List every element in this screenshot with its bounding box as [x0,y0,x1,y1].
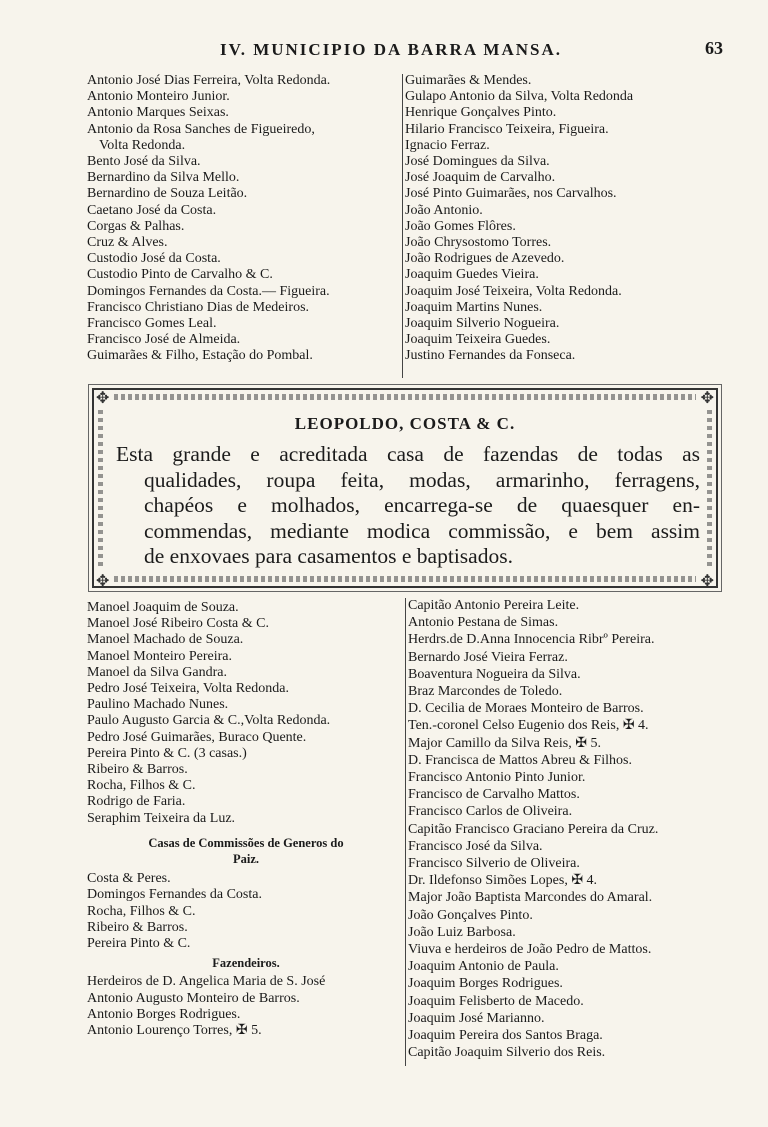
list-item: Joaquim Felisberto de Macedo. [408,993,584,1009]
list-item: Joaquim Antonio de Paula. [408,959,559,975]
list-item: Francisco Christiano Dias de Medeiros. [87,299,310,315]
lower-right-column [408,597,733,1061]
section-heading: Paiz. [232,852,260,867]
list-item: Justino Fernandes da Fonseca. [405,348,576,364]
list-item: Custodio José da Costa. [87,251,221,267]
list-item: Antonio Pestana de Simas. [408,615,559,631]
list-item: Capitão Joaquim Silverio dos Reis. [408,1045,606,1061]
list-item: Joaquim Martins Nunes. [405,299,543,315]
list-item: José Joaquim de Carvalho. [405,170,556,186]
list-item: Manoel José Ribeiro Costa & C. [87,616,269,632]
list-item: Joaquim José Teixeira, Volta Redonda. [405,283,622,299]
list-item: Antonio Augusto Monteiro de Barros. [87,990,300,1006]
list-item: Ten.-coronel Celso Eugenio dos Reis, ✠ 4. [408,718,649,734]
column-divider [402,74,403,378]
list-item: Pereira Pinto & C. [87,936,191,952]
list-item: Antonio Lourenço Torres, ✠ 5. [87,1023,262,1039]
list-item: Guimarães & Mendes. [405,73,532,88]
advertisement-line: Esta grande e acreditada casa de fazendas de todas as [116,442,700,466]
list-item: Major João Baptista Marcondes do Amaral. [408,890,653,906]
list-item: Domingos Fernandes da Costa. [87,887,262,903]
advertisement-line: chapéos e molhados, encarrega-se de quaesquer en- [144,493,700,517]
list-item: Henrique Gonçalves Pinto. [405,105,557,121]
column-divider [405,598,406,1066]
list-item: Custodio Pinto de Carvalho & C. [87,267,273,283]
advertisement-firm-name: LEOPOLDO, COSTA & C. [294,414,516,433]
corner-ornament-icon: ✥ [700,571,714,590]
list-item: Viuva e herdeiros de João Pedro de Mattos. [408,942,652,958]
list-item: Capitão Francisco Graciano Pereira da Cruz. [408,821,659,837]
list-item: Manoel Machado de Souza. [87,632,244,648]
list-item: Guimarães & Filho, Estação do Pombal. [87,348,313,364]
list-item: Joaquim Borges Rodrigues. [408,976,563,992]
list-item: Dr. Ildefonso Simões Lopes, ✠ 4. [408,873,598,889]
list-item: Herdrs.de D.Anna Innocencia Ribrº Pereira. [408,632,655,648]
section-heading: Fazendeiros. [212,956,280,971]
list-item: Hilario Francisco Teixeira, Figueira. [405,121,609,137]
list-item: João Chrysostomo Torres. [405,235,552,251]
list-item: Manoel da Silva Gandra. [87,664,227,680]
list-item: Antonio Marques Seixas. [87,105,229,121]
lower-left-column [87,600,405,1039]
advertisement-line: de enxovaes para casamentos e baptisados. [144,544,513,568]
list-item: Seraphim Teixeira da Luz. [87,810,236,826]
list-item: Gulapo Antonio da Silva, Volta Redonda [405,89,634,105]
section-heading: Casas de Commissões de Generos do [148,835,344,850]
list-item: Francisco Carlos de Oliveira. [408,804,573,820]
list-item: Pereira Pinto & C. (3 casas.) [87,745,247,761]
list-item: Manoel Joaquim de Souza. [87,600,239,615]
upper-left-column [87,73,399,365]
list-item: Francisco José de Almeida. [87,332,241,348]
list-item: Joaquim Pereira dos Santos Braga. [408,1028,603,1044]
list-item: Ribeiro & Barros. [87,762,188,778]
list-item: Rodrigo de Faria. [87,794,186,810]
list-item: João Rodrigues de Azevedo. [405,251,565,267]
list-item: João Antonio. [405,202,483,218]
list-item: Antonio José Dias Ferreira, Volta Redonda. [87,73,331,88]
list-item: José Pinto Guimarães, nos Carvalhos. [405,186,617,202]
list-item: Joaquim Guedes Vieira. [405,267,539,283]
list-item: Paulino Machado Nunes. [87,697,229,713]
list-item: Francisco de Carvalho Mattos. [408,787,580,803]
list-item: Joaquim José Marianno. [408,1010,545,1026]
list-item: Joaquim Silverio Nogueira. [405,316,560,332]
corner-ornament-icon: ✥ [96,571,110,590]
list-item: Antonio da Rosa Sanches de Figueiredo, [87,121,315,137]
list-item: D. Cecilia de Moraes Monteiro de Barros. [408,701,644,717]
list-item: Herdeiros de D. Angelica Maria de S. José [87,974,326,990]
list-item: João Gomes Flôres. [405,218,516,234]
list-item: Costa & Peres. [87,871,171,887]
advertisement-text [116,442,700,570]
bottom-ornament [114,576,696,582]
list-item: Rocha, Filhos & C. [87,778,196,794]
advertisement-line: qualidades, roupa feita, modas, armarinho, ferragens, [144,467,700,492]
list-item: Pedro José Teixeira, Volta Redonda. [87,681,289,697]
list-item: Bernardo José Vieira Ferraz. [408,649,568,665]
list-item: Capitão Antonio Pereira Leite. [408,598,580,613]
list-item: Bernardino da Silva Mello. [87,170,240,186]
list-item: Bernardino de Souza Leitão. [87,186,248,202]
list-item: Bento José da Silva. [87,154,201,170]
list-item: João Luiz Barbosa. [408,924,516,940]
list-item: Corgas & Palhas. [87,218,185,234]
list-item: Paulo Augusto Garcia & C.,Volta Redonda. [87,713,331,729]
advertisement-line: commendas, mediante modica commissão, e bem assim [144,518,700,543]
list-item: Pedro José Guimarães, Buraco Quente. [87,729,307,745]
page-header [0,40,768,64]
list-item: Cruz & Alves. [87,235,168,251]
list-item: Ignacio Ferraz. [405,137,490,153]
advertisement-box [92,388,718,588]
list-item: Domingos Fernandes da Costa.— Figueira. [87,283,330,299]
list-item: Caetano José da Costa. [87,202,217,218]
list-item: Antonio Borges Rodrigues. [87,1006,241,1022]
list-item: Ribeiro & Barros. [87,919,188,935]
list-item: Joaquim Teixeira Guedes. [405,332,551,348]
list-item: Braz Marcondes de Toledo. [408,684,563,700]
top-ornament [114,394,696,400]
page-number: 63 [705,38,723,58]
list-item: José Domingues da Silva. [405,154,550,170]
list-item: Francisco Silverio de Oliveira. [408,856,580,872]
list-item: João Gonçalves Pinto. [408,907,533,923]
page-title: IV. MUNICIPIO DA BARRA MANSA. [220,40,562,59]
list-item: Antonio Monteiro Junior. [87,89,230,105]
list-item: Major Camillo da Silva Reis, ✠ 5. [408,735,601,751]
corner-ornament-icon: ✥ [700,388,714,407]
upper-right-column [405,73,705,365]
list-item: Rocha, Filhos & C. [87,903,196,919]
list-item: Manoel Monteiro Pereira. [87,648,233,664]
list-item: D. Francisca de Mattos Abreu & Filhos. [408,752,632,768]
corner-ornament-icon: ✥ [96,388,110,407]
list-item: Francisco José da Silva. [408,838,543,854]
list-item: Francisco Gomes Leal. [87,316,217,332]
list-item: Francisco Antonio Pinto Junior. [408,770,586,786]
list-item: Volta Redonda. [99,137,186,153]
list-item: Boaventura Nogueira da Silva. [408,666,581,682]
